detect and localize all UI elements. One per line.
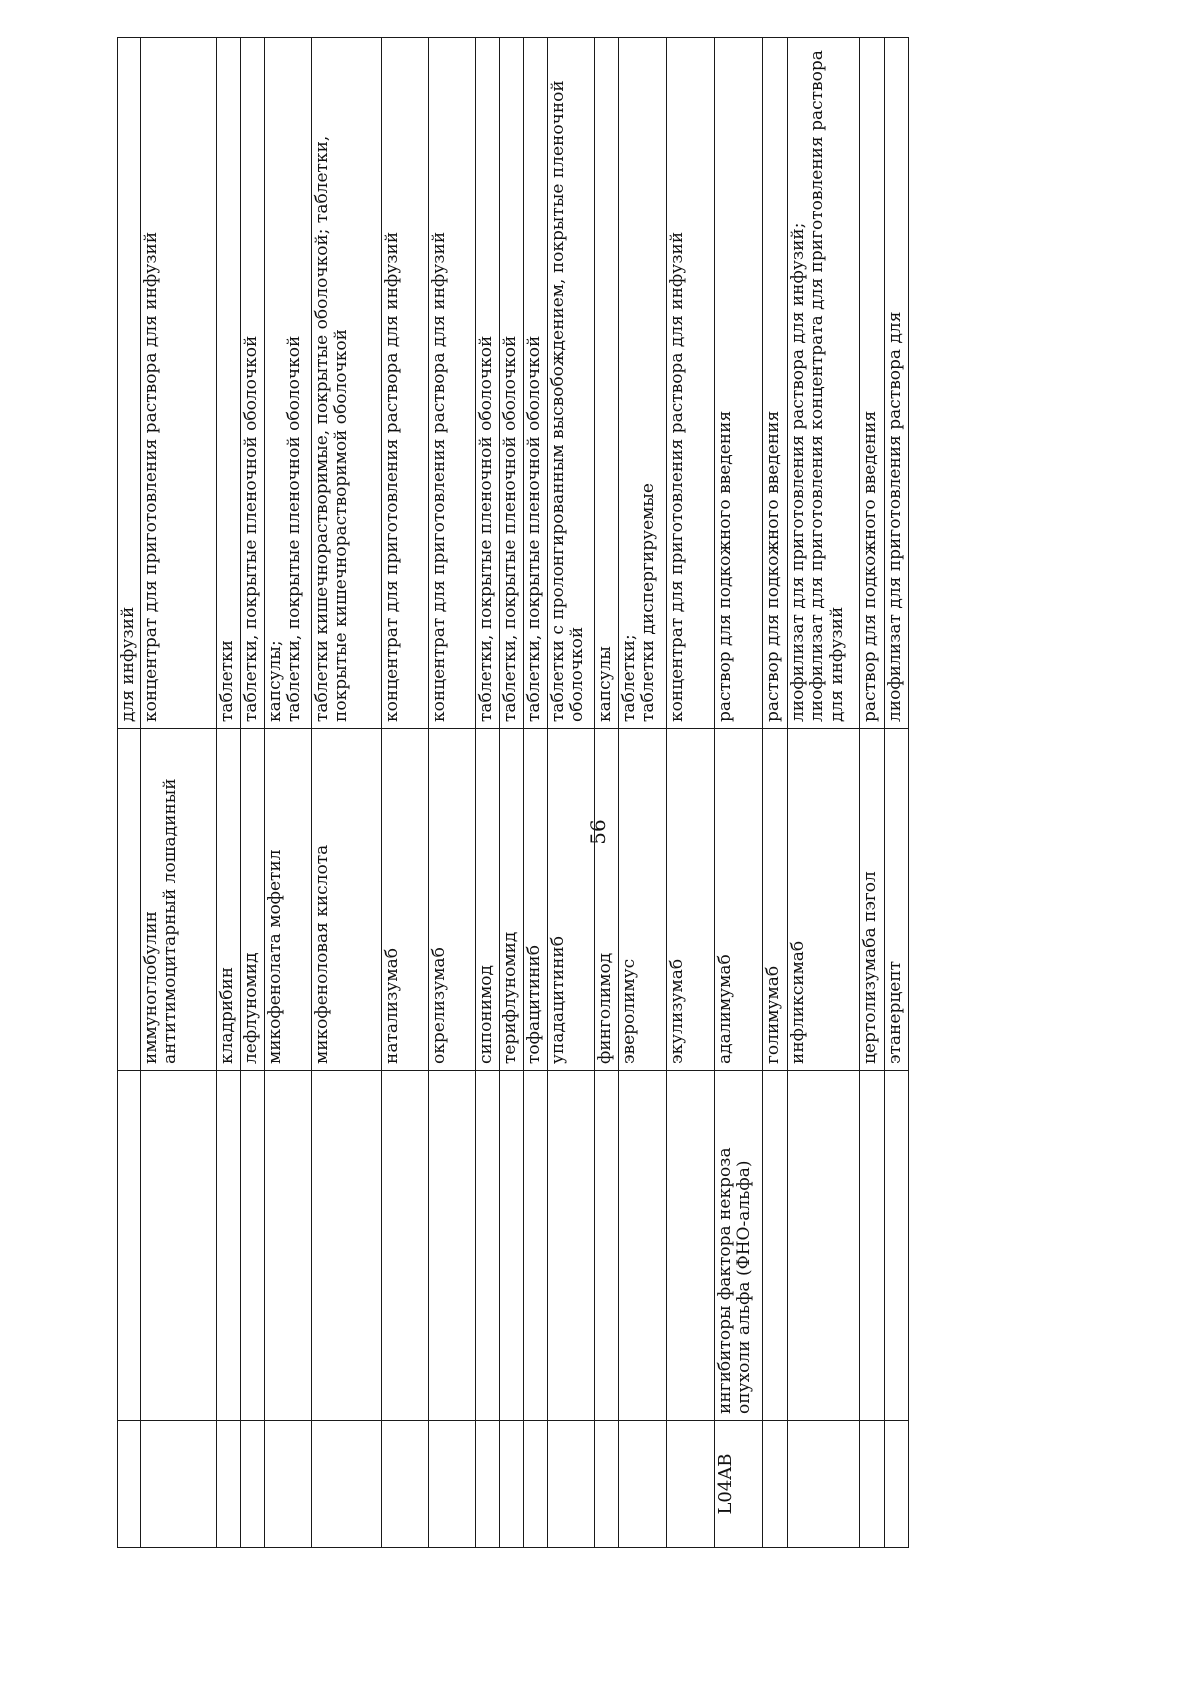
pharmacological-group-cell xyxy=(311,1071,381,1421)
dosage-form-cell: раствор для подкожного введения xyxy=(762,38,787,729)
table-row xyxy=(140,38,216,1548)
page-number: 56 xyxy=(586,819,610,845)
drug-name-cell: микофенолата мофетил xyxy=(264,729,311,1071)
atc-code-cell xyxy=(264,1421,311,1548)
atc-code-cell xyxy=(618,1421,666,1548)
drug-name-cell: кладрибин xyxy=(216,729,240,1071)
pharmacological-group-cell xyxy=(216,1071,240,1421)
atc-code-cell xyxy=(140,1421,216,1548)
dosage-form-cell: раствор для подкожного введения xyxy=(714,38,762,729)
pharmacological-group-cell xyxy=(859,1071,884,1421)
atc-code-cell xyxy=(499,1421,523,1548)
pharmacological-group-cell xyxy=(787,1071,859,1421)
drug-name-cell: эверолимус xyxy=(618,729,666,1071)
rotated-table-container xyxy=(117,38,1051,1548)
drug-name-cell: тофацитиниб xyxy=(523,729,547,1071)
pharmacological-group-cell: ингибиторы фактора некроза опухоли альфа (ФНО-альфа) xyxy=(714,1071,762,1421)
table-row xyxy=(884,38,908,1548)
table-row xyxy=(523,38,547,1548)
atc-code-cell xyxy=(666,1421,714,1548)
table-row xyxy=(311,38,381,1548)
drug-name-cell: адалимумаб xyxy=(714,729,762,1071)
table-row xyxy=(859,38,884,1548)
atc-code-cell xyxy=(594,1421,618,1548)
drug-name-cell: финголимод xyxy=(594,729,618,1071)
atc-code-cell xyxy=(859,1421,884,1548)
atc-code-cell xyxy=(475,1421,499,1548)
drug-name-cell: иммуноглобулин антитимоцитарный лошадиный xyxy=(140,729,216,1071)
atc-code-cell xyxy=(381,1421,428,1548)
pharmacological-group-cell xyxy=(618,1071,666,1421)
dosage-form-cell: лиофилизат для приготовления раствора для xyxy=(884,38,908,729)
drug-name-cell: сипонимод xyxy=(475,729,499,1071)
drug-name-cell: натализумаб xyxy=(381,729,428,1071)
table-row xyxy=(618,38,666,1548)
table-row xyxy=(666,38,714,1548)
dosage-form-cell: таблетки, покрытые пленочной оболочкой xyxy=(475,38,499,729)
drug-name-cell: экулизумаб xyxy=(666,729,714,1071)
dosage-form-cell: капсулы xyxy=(594,38,618,729)
pharmacological-group-cell xyxy=(381,1071,428,1421)
drug-name-cell: терифлуномид xyxy=(499,729,523,1071)
table-row xyxy=(547,38,594,1548)
dosage-form-cell: таблетки xyxy=(216,38,240,729)
pharmacological-group-cell xyxy=(547,1071,594,1421)
pharmacological-group-cell xyxy=(666,1071,714,1421)
atc-code-cell xyxy=(240,1421,264,1548)
drug-name-cell: лефлуномид xyxy=(240,729,264,1071)
table-row xyxy=(762,38,787,1548)
table-row xyxy=(381,38,428,1548)
dosage-form-cell: таблетки, покрытые пленочной оболочкой xyxy=(523,38,547,729)
dosage-form-cell: таблетки с пролонгированным высвобождением, покрытые пленочной оболочкой xyxy=(547,38,594,729)
drug-name-cell xyxy=(118,729,141,1071)
table-row xyxy=(714,38,762,1548)
pharmacological-group-cell xyxy=(140,1071,216,1421)
drug-name-cell: микофеноловая кислота xyxy=(311,729,381,1071)
atc-code-cell xyxy=(428,1421,475,1548)
pharmacological-group-cell xyxy=(499,1071,523,1421)
table-row xyxy=(787,38,859,1548)
atc-code-cell xyxy=(884,1421,908,1548)
atc-code-cell xyxy=(311,1421,381,1548)
dosage-form-cell: таблетки; таблетки диспергируемые xyxy=(618,38,666,729)
dosage-form-cell: концентрат для приготовления раствора для инфузий xyxy=(140,38,216,729)
drug-name-cell: окрелизумаб xyxy=(428,729,475,1071)
drug-table-body xyxy=(118,38,909,1548)
table-row xyxy=(428,38,475,1548)
table-row xyxy=(499,38,523,1548)
drug-name-cell: голимумаб xyxy=(762,729,787,1071)
table-row xyxy=(240,38,264,1548)
drug-name-cell: инфликсимаб xyxy=(787,729,859,1071)
pharmacological-group-cell xyxy=(428,1071,475,1421)
dosage-form-cell: для инфузий xyxy=(118,38,141,729)
dosage-form-cell: концентрат для приготовления раствора для инфузий xyxy=(381,38,428,729)
atc-code-cell xyxy=(787,1421,859,1548)
dosage-form-cell: таблетки, покрытые пленочной оболочкой xyxy=(240,38,264,729)
table-row xyxy=(475,38,499,1548)
pharmacological-group-cell xyxy=(762,1071,787,1421)
table-row xyxy=(594,38,618,1548)
pharmacological-group-cell xyxy=(264,1071,311,1421)
atc-code-cell xyxy=(118,1421,141,1548)
table-row xyxy=(216,38,240,1548)
pharmacological-group-cell xyxy=(240,1071,264,1421)
pharmacological-group-cell xyxy=(475,1071,499,1421)
table-row xyxy=(264,38,311,1548)
drug-name-cell: цертолизумаба пэгол xyxy=(859,729,884,1071)
pharmacological-group-cell xyxy=(884,1071,908,1421)
dosage-form-cell: таблетки, покрытые пленочной оболочкой xyxy=(499,38,523,729)
dosage-form-cell: концентрат для приготовления раствора для инфузий xyxy=(666,38,714,729)
drug-table xyxy=(117,37,909,1548)
atc-code-cell: L04AB xyxy=(714,1421,762,1548)
pharmacological-group-cell xyxy=(523,1071,547,1421)
atc-code-cell xyxy=(762,1421,787,1548)
drug-name-cell: упадацитиниб xyxy=(547,729,594,1071)
dosage-form-cell: капсулы; таблетки, покрытые пленочной оболочкой xyxy=(264,38,311,729)
dosage-form-cell: таблетки кишечнорастворимые, покрытые оболочкой; таблетки, покрытые кишечнорастворимой оболочкой xyxy=(311,38,381,729)
dosage-form-cell: лиофилизат для приготовления раствора для инфузий; лиофилизат для приготовления концентрата для приготовления раствора для инфузий xyxy=(787,38,859,729)
table-row xyxy=(118,38,141,1548)
atc-code-cell xyxy=(547,1421,594,1548)
pharmacological-group-cell xyxy=(594,1071,618,1421)
dosage-form-cell: концентрат для приготовления раствора для инфузий xyxy=(428,38,475,729)
dosage-form-cell: раствор для подкожного введения xyxy=(859,38,884,729)
drug-name-cell: этанерцепт xyxy=(884,729,908,1071)
pharmacological-group-cell xyxy=(118,1071,141,1421)
atc-code-cell xyxy=(523,1421,547,1548)
atc-code-cell xyxy=(216,1421,240,1548)
